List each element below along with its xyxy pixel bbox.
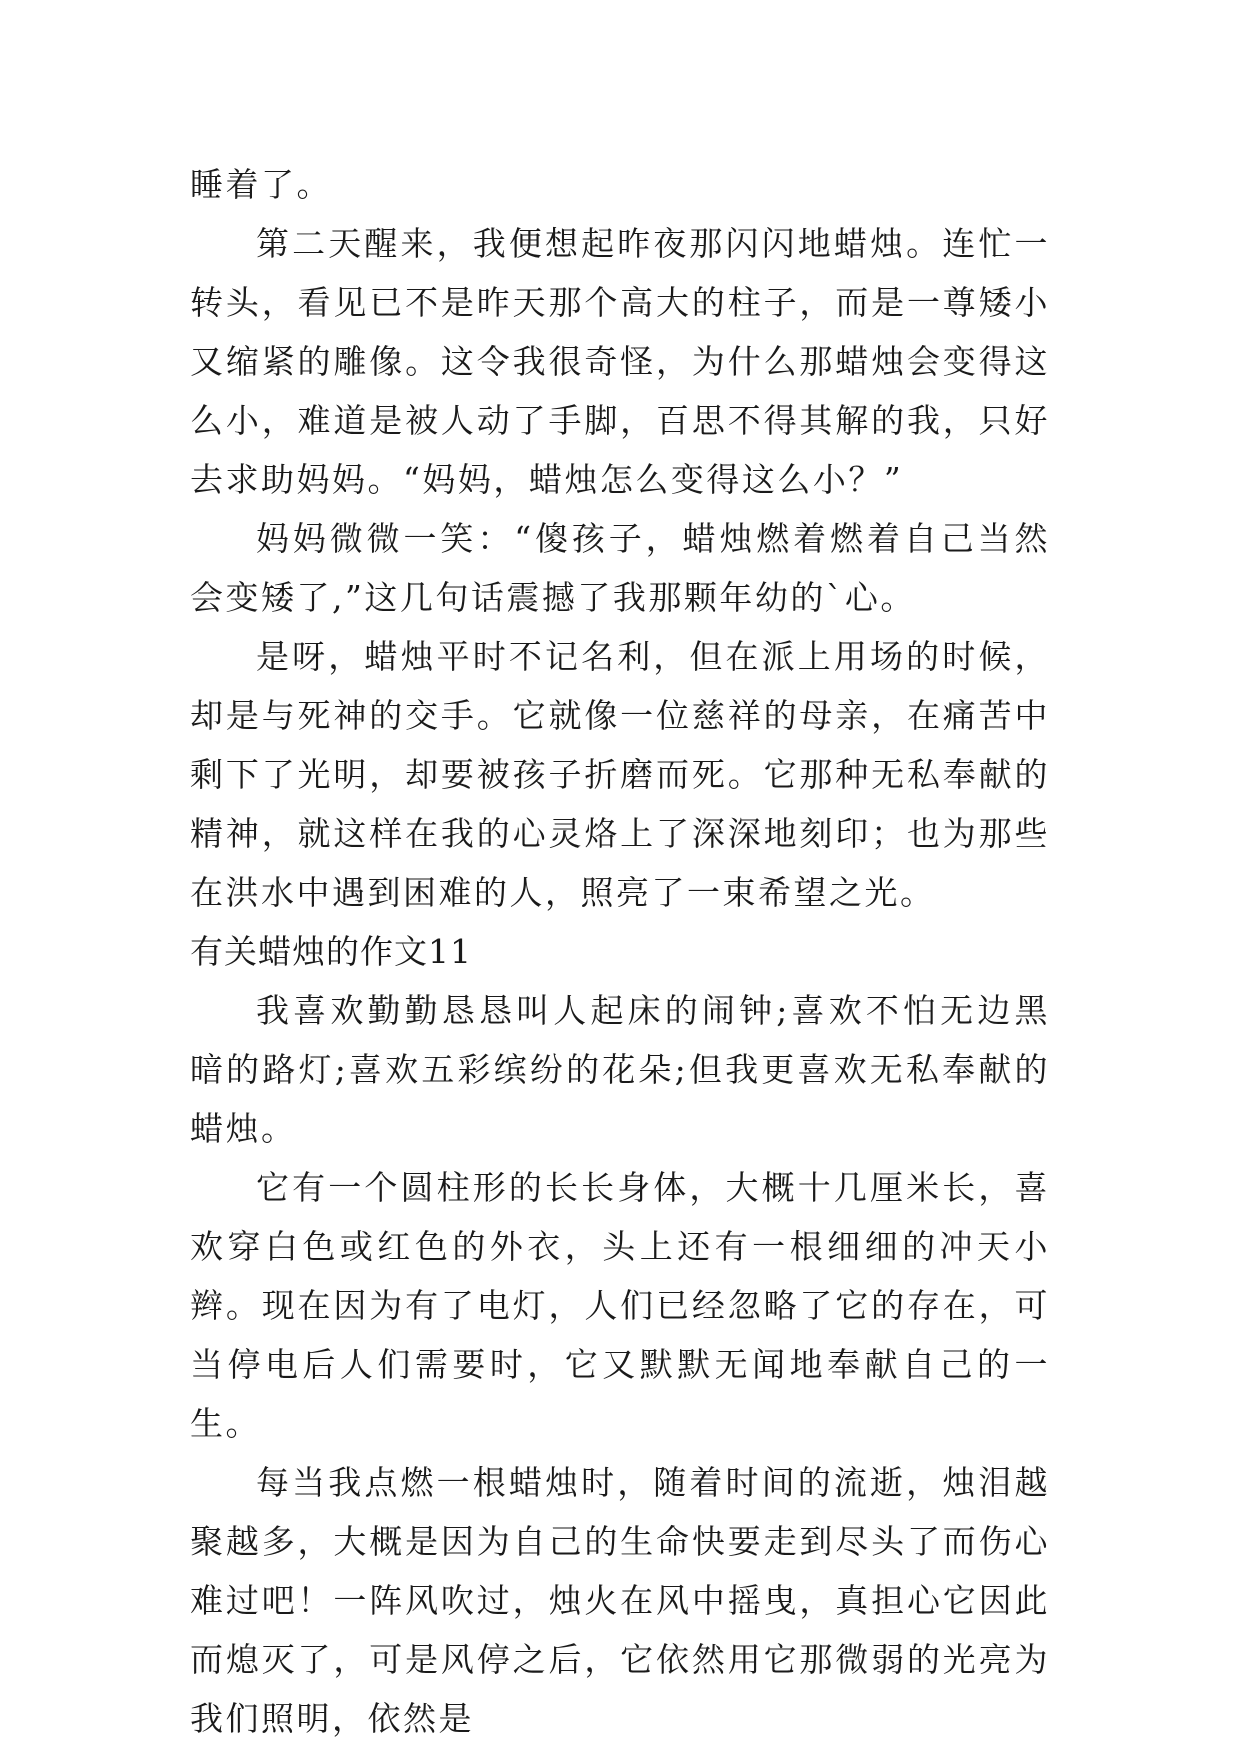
- paragraph: 它有一个圆柱形的长长身体，大概十几厘米长，喜欢穿白色或红色的外衣，头上还有一根细细的冲天小辫。现在因为有了电灯，人们已经忽略了它的存在，可当停电后人们需要时，它又默默无闻地奉献自己的一生。: [190, 1168, 1050, 1443]
- paragraph: 睡着了。: [190, 165, 332, 204]
- paragraph: 是呀，蜡烛平时不记名利，但在派上用场的时候，却是与死神的交手。它就像一位慈祥的母亲，在痛苦中剩下了光明，却要被孩子折磨而死。它那种无私奉献的精神，就这样在我的心灵烙上了深深地刻印；也为那些在洪水中遇到困难的人，照亮了一束希望之光。: [190, 637, 1050, 912]
- paragraph: 我喜欢勤勤恳恳叫人起床的闹钟;喜欢不怕无边黑暗的路灯;喜欢五彩缤纷的花朵;但我更喜欢无私奉献的蜡烛。: [190, 991, 1050, 1148]
- document-body: [190, 155, 1050, 1748]
- paragraph: 每当我点燃一根蜡烛时，随着时间的流逝，烛泪越聚越多，大概是因为自己的生命快要走到尽头了而伤心难过吧！一阵风吹过，烛火在风中摇曳，真担心它因此而熄灭了，可是风停之后，它依然用它那微弱的光亮为我们照明，依然是: [190, 1463, 1050, 1738]
- paragraph: 妈妈微微一笑：“傻孩子，蜡烛燃着燃着自己当然会变矮了,”这几句话震撼了我那颗年幼的`心。: [190, 519, 1050, 617]
- paragraph: 第二天醒来，我便想起昨夜那闪闪地蜡烛。连忙一转头，看见已不是昨天那个高大的柱子，而是一尊矮小又缩紧的雕像。这令我很奇怪，为什么那蜡烛会变得这么小，难道是被人动了手脚，百思不得其解的我，只好去求助妈妈。“妈妈，蜡烛怎么变得这么小？”: [190, 224, 1050, 499]
- section-heading: 有关蜡烛的作文11: [190, 932, 472, 971]
